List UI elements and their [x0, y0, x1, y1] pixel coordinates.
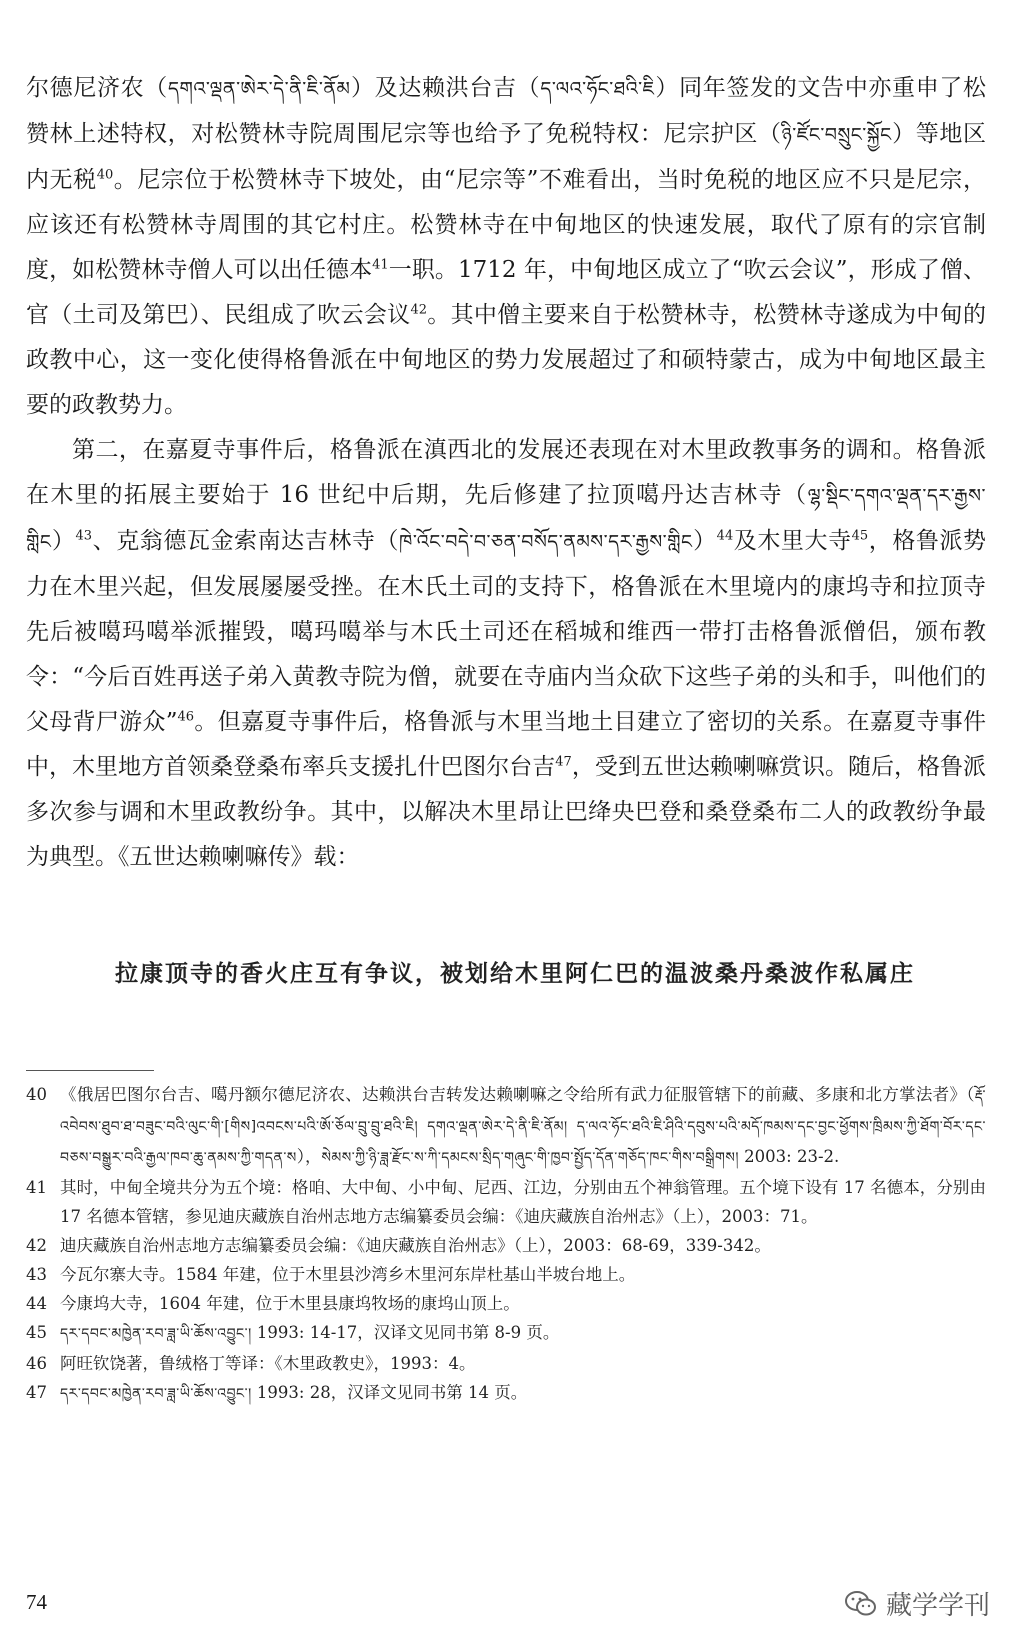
footnote-text	[60, 1318, 986, 1349]
footnote-number: 40	[26, 1085, 47, 1104]
watermark	[844, 1585, 990, 1622]
tibetan-text: དར་དབང་མཁྱེན་རབ་ཟླ་ཡི་ཆོས་འབྱུང་།	[60, 1326, 252, 1342]
footnote-ref[interactable]: 44	[716, 528, 734, 544]
text-run: ）同年签发的文告中亦重申了松赞林上述特权，对松赞林寺院周围尼宗等也给予了免税特权：尼宗护区（	[26, 75, 987, 147]
tibetan-text: ཉི་ཛོང་བསྲུང་སྐྱོང	[781, 124, 892, 146]
footnote-number: 43	[26, 1265, 47, 1284]
footnote-item	[26, 1260, 986, 1289]
block-quote: 拉康顶寺的香火庄互有争议，被划给木里阿仁巴的温波桑丹桑波作私属庄	[115, 960, 915, 987]
text-run: ），	[296, 1147, 322, 1166]
page-number: 74	[26, 1590, 47, 1614]
wechat-icon	[844, 1589, 878, 1619]
text-run: 及木里大寺	[733, 528, 852, 554]
footnote-item	[26, 1231, 986, 1260]
text-run: 。其中僧主要来自于松赞林寺，松赞林寺遂成为中甸的政教中心，这一变化使得格鲁派在中甸地区的势力发展超过了和硕特蒙古，成为中甸地区最主要的政教势力。	[26, 302, 987, 418]
footnote-number: 45	[26, 1323, 47, 1342]
text-run: 阿旺钦饶著，鲁绒格丁等译：《木里政教史》，1993：4。	[60, 1354, 476, 1373]
footnote-item	[26, 1378, 986, 1409]
footnote-item	[26, 1173, 986, 1231]
footnote-text	[60, 1260, 986, 1289]
footnote-number: 44	[26, 1294, 47, 1313]
footnote-ref[interactable]: 46	[177, 709, 195, 725]
footnote-text	[60, 1289, 986, 1318]
text-run: ）及达赖洪台吉（	[350, 75, 541, 101]
footnote-text	[60, 1080, 986, 1173]
tibetan-text: སེམས་ཀྱི་ཉི་ཟླ་རྫོང་ས་ཀི་དམངས་སྲིད་གཞུང་གི་ཁྱབ་སྤྱོད་དོན་གཅོད་ཁང་གིས་བསྒྲིགས།	[321, 1150, 739, 1166]
footnote-ref[interactable]: 41	[372, 257, 389, 273]
text-run: ）	[51, 528, 76, 554]
tibetan-text: དགའ་ལྡན་ཨེར་དེ་ནི་ཇི་ནོམ	[167, 78, 351, 100]
tibetan-text: ཁེ་འོང་བདེ་བ་ཅན་བསོད་ནམས་དར་རྒྱས་གླིང	[399, 531, 693, 553]
footnote-number: 42	[26, 1236, 47, 1255]
text-run: 一职。1712 年，中甸地区成立了“吹云会议”，形成了僧、官（土司及第巴）、民组成了吹云会议	[26, 257, 986, 328]
footnote-text	[60, 1231, 986, 1260]
footnote-ref[interactable]: 45	[851, 528, 869, 544]
footnote-divider	[26, 1070, 154, 1071]
footnote-item	[26, 1289, 986, 1318]
paragraph-continued	[26, 66, 986, 428]
footnote-item	[26, 1080, 986, 1173]
text-run: ，受到五世达赖喇嘛赏识。随后，格鲁派多次参与调和木里政教纷争。其中，以解决木里昂让巴绛央巴登和桑登桑布二人的政教纷争最为典型。《五世达赖喇嘛传》载：	[26, 754, 987, 870]
footnote-ref[interactable]: 42	[410, 302, 428, 318]
footnote-number: 41	[26, 1178, 47, 1197]
text-run: 今康坞大寺，1604 年建，位于木里县康坞牧场的康坞山顶上。	[60, 1294, 520, 1313]
text-run: 第二，在嘉夏寺事件后，格鲁派在滇西北的发展还表现在对木里政教事务的调和。格鲁派在木里的拓展主要始于 16 世纪中后期，先后修建了拉顶噶丹达吉林寺（	[26, 437, 986, 508]
footnote-text	[60, 1378, 986, 1409]
footnote-text	[60, 1173, 986, 1231]
watermark-text: 藏学学刊	[885, 1591, 990, 1621]
footnotes	[26, 1080, 986, 1409]
tibetan-text: ལྷ་སྡིང་དགའ་ལྡན་དར་རྒྱས་གླིང	[26, 485, 986, 553]
text-run: 。尼宗位于松赞林寺下坡处，由“尼宗等”不难看出，当时免税的地区应不只是尼宗，应该还有松赞林寺周围的其它村庄。松赞林寺在中甸地区的快速发展，取代了原有的宗官制度，如松赞林寺僧人可以出任德本	[26, 167, 986, 283]
tibetan-text: རྡོ་འབེབས་ཐུབ་ཐ་བཟུང་བའི་ལུང་གི་[གིས]འབངས་པའི་ཨོ་ཅོལ་བྲུ་བྲུ་ཐའི་ཇི། དགའ་ལྡན་ཨེར་དེ་ནི་ཇི་ནོམ། ད་ལའ་ཧོང་ཐའི་ཇི་ཤིའི་དབུས་པའི་མདོ་ཁམས་དང་བྱང་ཕྱོགས་ཁྲིམས་ཀྱི་ཐོག་བོར་དང་བཅས་བསྒྱུར་བའི་རྒྱལ་ཁབ་ཆུ་ནམས་ཀྱི་གདན་ས	[60, 1088, 986, 1166]
footnote-ref[interactable]: 40	[96, 167, 114, 183]
text-run: 今瓦尔寨大寺。1584 年建，位于木里县沙湾乡木里河东岸杜基山半坡台地上。	[60, 1265, 636, 1284]
text-run: 迪庆藏族自治州志地方志编纂委员会编：《迪庆藏族自治州志》（上），2003：68-69，339-342。	[60, 1236, 771, 1255]
text-run: ，格鲁派势力在木里兴起，但发展屡屡受挫。在木氏土司的支持下，格鲁派在木里境内的康坞寺和拉顶寺先后被噶玛噶举派摧毁，噶玛噶举与木氏土司还在稻城和维西一带打击格鲁派僧侣，颁布教令：“今后百姓再送子弟入黄教寺院为僧，就要在寺庙内当众砍下这些子弟的头和手，叫他们的父母背尸游众”	[26, 528, 987, 735]
tibetan-text: དར་དབང་མཁྱེན་རབ་ཟླ་ཡི་ཆོས་འབྱུང་།	[60, 1386, 252, 1402]
text-run: ）等地区内无税	[26, 121, 987, 193]
text-run: 其时，中甸全境共分为五个境：格咱、大中甸、小中甸、尼西、江边，分别由五个神翁管理。五个境下设有 17 名德本，分别由 17 名德本管辖，参见迪庆藏族自治州志地方志编纂委员会编：《迪庆藏族自治州志》（上），2003：71。	[60, 1178, 986, 1226]
footnote-text	[60, 1349, 986, 1378]
tibetan-text: ད་ལའ་ཧོང་ཐའི་ཇི	[540, 78, 655, 100]
footnote-item	[26, 1349, 986, 1378]
footnote-ref[interactable]: 47	[555, 754, 572, 770]
text-run: 尔德尼济农（	[26, 75, 168, 101]
text-run: 2003: 23-2.	[738, 1147, 840, 1166]
footnote-number: 46	[26, 1354, 47, 1373]
text-run: 1993: 28，汉译文见同书第 14 页。	[251, 1383, 528, 1402]
footnote-number: 47	[26, 1383, 47, 1402]
text-run: 1993: 14-17，汉译文见同书第 8-9 页。	[251, 1323, 560, 1342]
text-run: 《俄居巴图尔台吉、噶丹额尔德尼济农、达赖洪台吉转发达赖喇嘛之令给所有武力征服管辖下的前藏、多康和北方掌法者》（	[60, 1085, 975, 1104]
text-run: 。但嘉夏寺事件后，格鲁派与木里当地土目建立了密切的关系。在嘉夏寺事件中，木里地方首领桑登桑布率兵支援扎什巴图尔台吉	[26, 709, 986, 780]
main-text	[26, 66, 986, 880]
footnote-ref[interactable]: 43	[75, 528, 93, 544]
text-run: 、克翁德瓦金索南达吉林寺（	[92, 528, 400, 554]
footnote-item	[26, 1318, 986, 1349]
paragraph	[26, 428, 986, 880]
text-run: ）	[692, 528, 717, 554]
